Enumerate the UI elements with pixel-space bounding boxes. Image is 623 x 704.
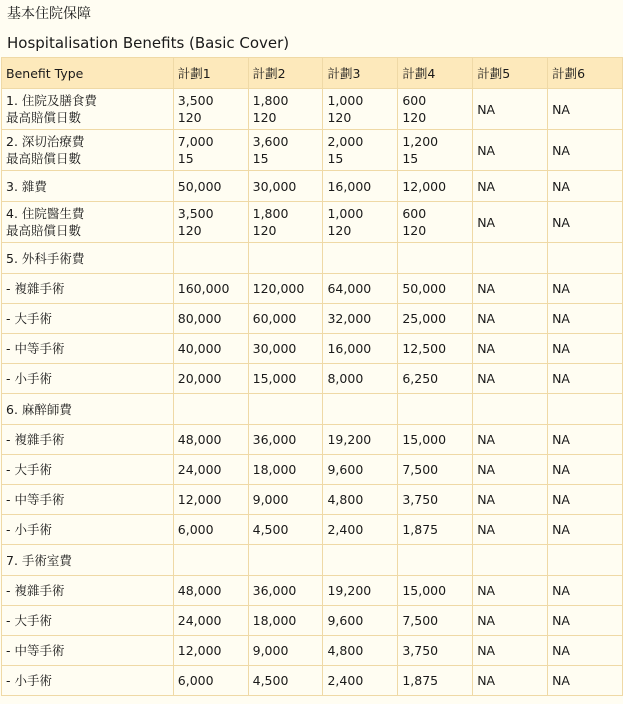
plan-6-cell [548, 89, 623, 130]
benefit-amount: NA [477, 643, 496, 658]
benefit-amount: NA [477, 522, 496, 537]
benefit-label-cell [2, 576, 174, 606]
benefit-amount: NA [552, 583, 570, 598]
benefit-amount: 1,000 [327, 206, 364, 221]
plan-1-cell [173, 202, 248, 243]
benefit-amount: 1,875 [402, 673, 439, 688]
benefit-amount: 4,800 [327, 643, 364, 658]
table-sub-row [2, 666, 623, 696]
plan-6-cell [548, 485, 623, 515]
benefit-amount: 1,800 [252, 206, 289, 221]
benefit-label-cell [2, 304, 174, 334]
benefit-label-cell [2, 364, 174, 394]
benefit-amount: 7,500 [402, 613, 439, 628]
plan-3-cell [323, 425, 398, 455]
plan-5-cell [473, 130, 548, 171]
benefit-amount: 48,000 [177, 432, 222, 447]
benefit-amount: 24,000 [177, 613, 222, 628]
plan-5-cell [473, 304, 548, 334]
plan-5-cell [473, 394, 548, 425]
plan-1-cell [173, 455, 248, 485]
benefit-label: - 大手術 [6, 462, 52, 477]
plan-4-cell [398, 364, 473, 394]
benefit-amount: 1,200 [402, 134, 439, 149]
benefit-amount: NA [477, 142, 496, 158]
benefit-label-cell [2, 274, 174, 304]
plan-4-cell [398, 425, 473, 455]
benefit-label-cell [2, 334, 174, 364]
benefit-label-cell [2, 606, 174, 636]
plan-4-cell [398, 636, 473, 666]
benefit-amount: 4,500 [252, 522, 289, 537]
benefit-label: 2. 深切治療費 [6, 134, 85, 149]
table-row [2, 394, 623, 425]
benefit-amount: 18,000 [252, 462, 297, 477]
max-days-label: 最高賠償日數 [6, 223, 82, 238]
column-header-plan-3: 計劃3 [323, 58, 398, 89]
benefit-amount: 160,000 [177, 281, 230, 296]
benefit-amount: 3,600 [252, 134, 289, 149]
benefit-amount: 20,000 [177, 371, 222, 386]
plan-5-cell [473, 364, 548, 394]
plan-2-cell [248, 130, 323, 171]
plan-3-cell [323, 485, 398, 515]
benefit-amount: 48,000 [177, 583, 222, 598]
benefit-label: - 複雜手術 [6, 432, 65, 447]
plan-6-cell [548, 274, 623, 304]
plan-5-cell [473, 545, 548, 576]
plan-3-cell [323, 171, 398, 202]
benefit-amount: NA [477, 178, 496, 194]
plan-3-cell [323, 515, 398, 545]
plan-6-cell [548, 455, 623, 485]
plan-1-cell [173, 485, 248, 515]
benefit-label-cell [2, 130, 174, 171]
plan-6-cell [548, 666, 623, 696]
max-days-value: 120 [177, 110, 202, 125]
benefit-amount: 18,000 [252, 613, 297, 628]
plan-3-cell [323, 576, 398, 606]
benefit-amount: NA [477, 583, 496, 598]
benefit-amount: NA [477, 311, 496, 326]
plan-1-cell [173, 364, 248, 394]
benefit-amount: 4,800 [327, 492, 364, 507]
benefit-amount: NA [477, 341, 496, 356]
max-days-value: 120 [252, 110, 277, 125]
plan-5-cell [473, 515, 548, 545]
plan-5-cell [473, 334, 548, 364]
table-body [2, 89, 623, 696]
benefit-amount: 3,750 [402, 643, 439, 658]
benefit-amount: 36,000 [252, 432, 297, 447]
plan-5-cell [473, 606, 548, 636]
benefit-amount: 3,500 [177, 206, 214, 221]
benefit-amount: 12,000 [177, 643, 222, 658]
plan-6-cell [548, 243, 623, 274]
plan-5-cell [473, 243, 548, 274]
max-days-value: 120 [177, 223, 202, 238]
benefit-label: - 中等手術 [6, 492, 65, 507]
plan-3-cell [323, 89, 398, 130]
plan-1-cell [173, 130, 248, 171]
plan-6-cell [548, 202, 623, 243]
benefit-amount: 30,000 [252, 178, 297, 194]
benefit-label-cell [2, 89, 174, 130]
plan-4-cell [398, 130, 473, 171]
benefit-amount: 9,000 [252, 643, 289, 658]
table-sub-row [2, 334, 623, 364]
plan-4-cell [398, 515, 473, 545]
plan-1-cell [173, 576, 248, 606]
column-header-benefit-type: Benefit Type [2, 58, 174, 89]
max-days-value: 120 [327, 223, 352, 238]
table-row [2, 89, 623, 130]
benefit-label: - 中等手術 [6, 643, 65, 658]
plan-1-cell [173, 171, 248, 202]
benefit-amount: 15,000 [252, 371, 297, 386]
table-row [2, 243, 623, 274]
benefit-amount: 120,000 [252, 281, 305, 296]
column-header-plan-1: 計劃1 [173, 58, 248, 89]
plan-4-cell [398, 666, 473, 696]
plan-6-cell [548, 545, 623, 576]
table-sub-row [2, 576, 623, 606]
benefit-label: - 複雜手術 [6, 281, 65, 296]
plan-3-cell [323, 243, 398, 274]
plan-5-cell [473, 455, 548, 485]
benefit-label: 4. 住院醫生費 [6, 206, 85, 221]
benefit-label: - 中等手術 [6, 341, 65, 356]
benefit-amount: NA [552, 643, 570, 658]
plan-5-cell [473, 274, 548, 304]
plan-5-cell [473, 425, 548, 455]
benefit-amount: 7,000 [177, 134, 214, 149]
benefit-label: - 小手術 [6, 522, 52, 537]
plan-6-cell [548, 334, 623, 364]
benefit-amount: 2,400 [327, 673, 364, 688]
benefit-amount: 30,000 [252, 341, 297, 356]
plan-6-cell [548, 576, 623, 606]
benefit-amount: NA [552, 673, 570, 688]
plan-2-cell [248, 243, 323, 274]
plan-1-cell [173, 606, 248, 636]
max-days-label: 最高賠償日數 [6, 110, 82, 125]
plan-3-cell [323, 130, 398, 171]
plan-4-cell [398, 89, 473, 130]
plan-5-cell [473, 636, 548, 666]
table-sub-row [2, 304, 623, 334]
table-sub-row [2, 636, 623, 666]
plan-2-cell [248, 666, 323, 696]
benefit-amount: 9,600 [327, 462, 364, 477]
benefit-amount: 3,500 [177, 93, 214, 108]
plan-3-cell [323, 636, 398, 666]
benefit-amount: 2,400 [327, 522, 364, 537]
benefit-amount: NA [552, 522, 570, 537]
max-days-label: 最高賠償日數 [6, 151, 82, 166]
plan-1-cell [173, 666, 248, 696]
plan-1-cell [173, 334, 248, 364]
benefit-amount: 6,000 [177, 673, 214, 688]
benefit-amount: 6,000 [177, 522, 214, 537]
plan-6-cell [548, 364, 623, 394]
plan-2-cell [248, 485, 323, 515]
plan-4-cell [398, 274, 473, 304]
table-row [2, 202, 623, 243]
benefit-amount: NA [477, 101, 496, 117]
benefit-label: 7. 手術室費 [6, 552, 72, 568]
benefit-amount: 15,000 [402, 583, 447, 598]
plan-6-cell [548, 515, 623, 545]
benefit-amount: NA [552, 462, 570, 477]
benefit-amount: 2,000 [327, 134, 364, 149]
plan-6-cell [548, 636, 623, 666]
column-header-plan-2: 計劃2 [248, 58, 323, 89]
plan-2-cell [248, 545, 323, 576]
plan-4-cell [398, 485, 473, 515]
plan-4-cell [398, 545, 473, 576]
benefit-amount: 1,800 [252, 93, 289, 108]
benefit-amount: 12,000 [177, 492, 222, 507]
benefit-amount: NA [552, 311, 570, 326]
max-days-value: 120 [402, 223, 427, 238]
plan-2-cell [248, 606, 323, 636]
table-sub-row [2, 364, 623, 394]
column-header-plan-5: 計劃5 [473, 58, 548, 89]
benefit-amount: NA [552, 432, 570, 447]
plan-2-cell [248, 171, 323, 202]
plan-4-cell [398, 304, 473, 334]
benefit-amount: 1,000 [327, 93, 364, 108]
benefit-amount: NA [552, 142, 570, 158]
benefit-amount: 16,000 [327, 178, 372, 194]
table-sub-row [2, 606, 623, 636]
benefit-amount: 9,600 [327, 613, 364, 628]
benefit-label: - 大手術 [6, 311, 52, 326]
column-header-plan-6: 計劃6 [548, 58, 623, 89]
plan-6-cell [548, 304, 623, 334]
plan-2-cell [248, 515, 323, 545]
plan-1-cell [173, 425, 248, 455]
benefit-amount: NA [552, 281, 570, 296]
benefit-label-cell [2, 666, 174, 696]
max-days-value: 15 [327, 151, 344, 166]
plan-3-cell [323, 334, 398, 364]
plan-3-cell [323, 202, 398, 243]
plan-6-cell [548, 394, 623, 425]
table-header-row [2, 58, 623, 89]
plan-3-cell [323, 364, 398, 394]
plan-2-cell [248, 89, 323, 130]
plan-5-cell [473, 89, 548, 130]
benefit-amount: 32,000 [327, 311, 372, 326]
benefit-label: - 小手術 [6, 673, 52, 688]
benefit-label-cell [2, 636, 174, 666]
benefit-amount: NA [552, 613, 570, 628]
benefit-amount: NA [552, 178, 570, 194]
benefit-label-cell [2, 425, 174, 455]
plan-1-cell [173, 545, 248, 576]
plan-2-cell [248, 202, 323, 243]
benefit-amount: NA [477, 462, 496, 477]
plan-2-cell [248, 334, 323, 364]
benefit-label-cell [2, 485, 174, 515]
plan-3-cell [323, 455, 398, 485]
benefit-amount: 1,875 [402, 522, 439, 537]
plan-4-cell [398, 606, 473, 636]
benefit-label: 6. 麻醉師費 [6, 401, 72, 417]
plan-1-cell [173, 515, 248, 545]
plan-3-cell [323, 545, 398, 576]
plan-1-cell [173, 89, 248, 130]
table-sub-row [2, 425, 623, 455]
benefit-amount: 64,000 [327, 281, 372, 296]
table-sub-row [2, 485, 623, 515]
plan-3-cell [323, 666, 398, 696]
table-sub-row [2, 274, 623, 304]
benefit-amount: 25,000 [402, 311, 447, 326]
benefit-label: - 複雜手術 [6, 583, 65, 598]
plan-2-cell [248, 636, 323, 666]
plan-2-cell [248, 274, 323, 304]
benefit-amount: NA [552, 101, 570, 117]
plan-6-cell [548, 606, 623, 636]
benefit-label: - 小手術 [6, 371, 52, 386]
benefit-label: - 大手術 [6, 613, 52, 628]
table-row [2, 130, 623, 171]
plan-3-cell [323, 606, 398, 636]
benefit-label-cell [2, 515, 174, 545]
plan-4-cell [398, 334, 473, 364]
plan-6-cell [548, 130, 623, 171]
plan-5-cell [473, 485, 548, 515]
benefits-table [1, 57, 623, 696]
plan-2-cell [248, 576, 323, 606]
benefit-label-cell [2, 202, 174, 243]
plan-3-cell [323, 274, 398, 304]
benefit-amount: 15,000 [402, 432, 447, 447]
benefit-amount: 4,500 [252, 673, 289, 688]
table-row [2, 545, 623, 576]
benefit-amount: 8,000 [327, 371, 364, 386]
benefit-amount: NA [552, 214, 570, 230]
benefit-amount: 7,500 [402, 462, 439, 477]
benefit-label-cell [2, 243, 174, 274]
page-heading-chinese: 基本住院保障 [7, 6, 91, 22]
plan-1-cell [173, 394, 248, 425]
benefit-amount: 3,750 [402, 492, 439, 507]
benefit-amount: 6,250 [402, 371, 439, 386]
plan-3-cell [323, 394, 398, 425]
max-days-value: 120 [327, 110, 352, 125]
benefit-amount: 40,000 [177, 341, 222, 356]
plan-2-cell [248, 364, 323, 394]
benefit-amount: 80,000 [177, 311, 222, 326]
benefit-amount: 50,000 [177, 178, 222, 194]
benefit-amount: NA [552, 492, 570, 507]
plan-3-cell [323, 304, 398, 334]
benefit-amount: 36,000 [252, 583, 297, 598]
plan-2-cell [248, 304, 323, 334]
plan-5-cell [473, 666, 548, 696]
benefit-amount: NA [552, 371, 570, 386]
plan-4-cell [398, 202, 473, 243]
benefit-amount: NA [477, 613, 496, 628]
plan-4-cell [398, 455, 473, 485]
plan-6-cell [548, 425, 623, 455]
plan-1-cell [173, 243, 248, 274]
benefit-amount: NA [477, 371, 496, 386]
benefit-label-cell [2, 545, 174, 576]
max-days-value: 15 [402, 151, 419, 166]
benefit-amount: 19,200 [327, 432, 372, 447]
plan-5-cell [473, 202, 548, 243]
benefit-amount: NA [477, 214, 496, 230]
max-days-value: 120 [402, 110, 427, 125]
benefit-amount: 60,000 [252, 311, 297, 326]
plan-6-cell [548, 171, 623, 202]
max-days-value: 120 [252, 223, 277, 238]
plan-2-cell [248, 394, 323, 425]
benefit-amount: 24,000 [177, 462, 222, 477]
benefit-amount: 12,500 [402, 341, 447, 356]
benefit-label: 3. 雜費 [6, 178, 47, 194]
plan-2-cell [248, 425, 323, 455]
table-sub-row [2, 515, 623, 545]
max-days-value: 15 [177, 151, 194, 166]
benefit-label: 1. 住院及膳食費 [6, 93, 97, 108]
benefit-amount: NA [477, 492, 496, 507]
benefit-amount: 19,200 [327, 583, 372, 598]
plan-5-cell [473, 171, 548, 202]
plan-4-cell [398, 171, 473, 202]
benefit-amount: 600 [402, 206, 427, 221]
benefit-amount: 50,000 [402, 281, 447, 296]
plan-1-cell [173, 636, 248, 666]
benefit-label-cell [2, 455, 174, 485]
benefit-label: 5. 外科手術費 [6, 250, 85, 266]
plan-4-cell [398, 394, 473, 425]
plan-5-cell [473, 576, 548, 606]
benefit-amount: 9,000 [252, 492, 289, 507]
table-row [2, 171, 623, 202]
benefit-label-cell [2, 394, 174, 425]
plan-1-cell [173, 304, 248, 334]
max-days-value: 15 [252, 151, 269, 166]
plan-1-cell [173, 274, 248, 304]
benefit-amount: NA [477, 432, 496, 447]
benefit-amount: 600 [402, 93, 427, 108]
plan-4-cell [398, 243, 473, 274]
table-sub-row [2, 455, 623, 485]
page-heading-english: Hospitalisation Benefits (Basic Cover) [7, 34, 290, 52]
plan-4-cell [398, 576, 473, 606]
column-header-plan-4: 計劃4 [398, 58, 473, 89]
benefit-amount: NA [552, 341, 570, 356]
benefit-amount: NA [477, 281, 496, 296]
benefit-amount: 16,000 [327, 341, 372, 356]
benefit-amount: NA [477, 673, 496, 688]
plan-2-cell [248, 455, 323, 485]
benefit-label-cell [2, 171, 174, 202]
benefit-amount: 12,000 [402, 178, 447, 194]
